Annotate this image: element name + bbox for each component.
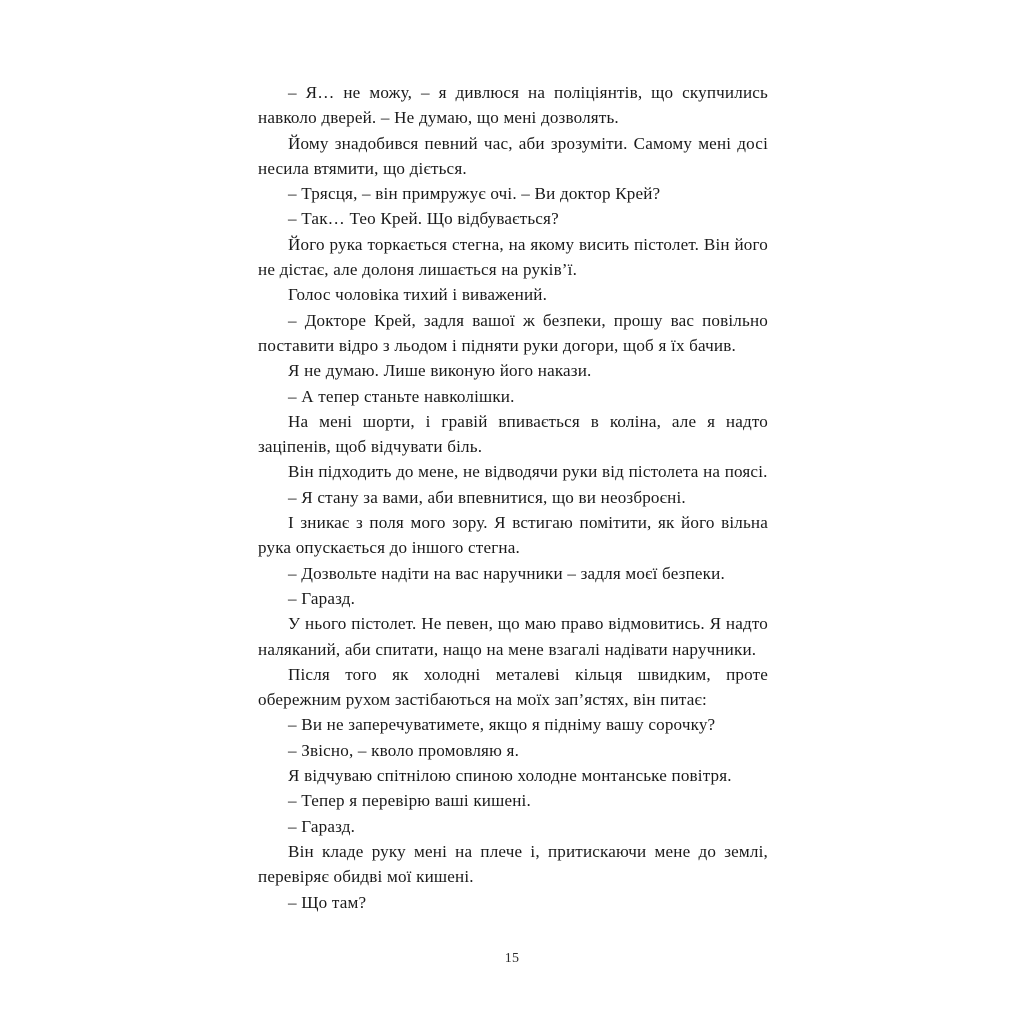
paragraph: – Дозвольте надіти на вас наручники – задля моєї безпеки. <box>288 563 725 583</box>
paragraph: – Гаразд. <box>288 816 356 836</box>
paragraph: – Гаразд. <box>288 588 356 608</box>
paragraph: Він кладе руку мені на плече і, притискаючи мене до землі, перевіряє обидві мої кишені. <box>258 841 768 887</box>
paragraph: Я відчуваю спітнілою спиною холодне монтанське повітря. <box>288 766 732 786</box>
paragraph: – Я… не можу, – я дивлюся на поліціянтів, що скупчились навколо дверей. – Не думаю, що мені дозволять. <box>258 83 768 128</box>
paragraph: – Трясця, – він примружує очі. – Ви доктор Крей? <box>288 184 661 204</box>
paragraph: – Ви не заперечуватимете, якщо я підніму вашу сорочку? <box>288 715 716 735</box>
paragraph: – Тепер я перевірю ваші кишені. <box>288 791 531 811</box>
paragraph: – Звісно, – кволо промовляю я. <box>288 740 520 760</box>
page-number: 15 <box>504 951 520 966</box>
paragraph: На мені шорти, і гравій впивається в коліна, але я надто заціпенів, щоб відчувати біль. <box>258 411 768 457</box>
paragraph: – Так… Тео Крей. Що відбувається? <box>288 209 559 229</box>
paragraph: – А тепер станьте навколішки. <box>288 386 515 406</box>
paragraph: Після того як холодні металеві кільця швидким, проте обережним рухом застібаються на моїх зап’ястях, він питає: <box>258 664 768 710</box>
paragraph: – Що там? <box>288 892 367 912</box>
paragraph: І зникає з поля мого зору. Я встигаю помітити, як його вільна рука опускається до іншого стегна. <box>258 513 768 558</box>
paragraph: У нього пістолет. Не певен, що маю право відмовитись. Я надто наляканий, аби спитати, нащо на мене взагалі надівати наручники. <box>258 614 768 659</box>
paragraph: – Я стану за вами, аби впевнитися, що ви неозброєні. <box>288 487 686 507</box>
paragraph: Йому знадобився певний час, аби зрозуміти. Самому мені досі несила втямити, що діється. <box>258 133 768 178</box>
paragraph: Голос чоловіка тихий і виважений. <box>288 285 548 305</box>
paragraph: – Докторе Крей, задля вашої ж безпеки, прошу вас повільно поставити відро з льодом і підняти руки догори, щоб я їх бачив. <box>258 310 768 355</box>
paragraph: Я не думаю. Лише виконую його накази. <box>288 361 592 381</box>
body-text-column <box>258 80 768 915</box>
paragraph: Він підходить до мене, не відводячи руки від пістолета на поясі. <box>288 462 768 482</box>
paragraph: Його рука торкається стегна, на якому висить пістолет. Він його не дістає, але долоня лишається на руків’ї. <box>258 234 768 280</box>
